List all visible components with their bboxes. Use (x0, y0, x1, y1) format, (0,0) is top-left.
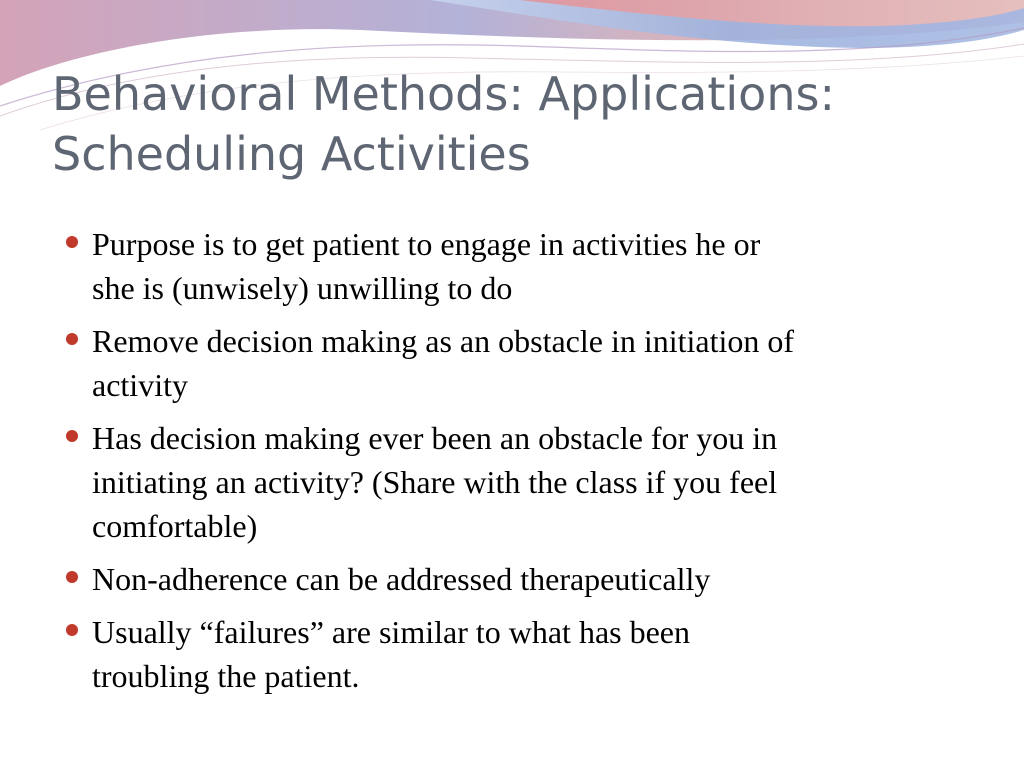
slide-title (52, 64, 992, 184)
bullet-item (64, 557, 964, 601)
bullet-dot-icon (66, 333, 78, 345)
bullet-list (64, 222, 964, 707)
bullet-text-line: activity (92, 367, 188, 403)
bullet-item (64, 319, 964, 407)
bullet-text-line: Has decision making ever been an obstacle for you in (92, 420, 778, 456)
bullet-text-line: Purpose is to get patient to engage in activities he or (92, 226, 761, 262)
slide-title-line-1: Behavioral Methods: Applications: (52, 67, 835, 121)
bullet-text-line: Usually “failures” are similar to what has been (92, 614, 690, 650)
slide-title-line-2: Scheduling Activities (52, 127, 531, 181)
bullet-text-line: Non-adherence can be addressed therapeutically (92, 561, 711, 597)
bullet-dot-icon (66, 236, 78, 248)
bullet-text-line: comfortable) (92, 508, 258, 544)
bullet-dot-icon (66, 624, 78, 636)
bullet-text-line: initiating an activity? (Share with the class if you feel (92, 464, 778, 500)
bullet-dot-icon (66, 430, 78, 442)
bullet-text-line: she is (unwisely) unwilling to do (92, 270, 513, 306)
bullet-item (64, 222, 964, 310)
bullet-dot-icon (66, 571, 78, 583)
bullet-text-line: troubling the patient. (92, 658, 360, 694)
bullet-text-line: Remove decision making as an obstacle in initiation of (92, 323, 795, 359)
bullet-item (64, 416, 964, 548)
bullet-item (64, 610, 964, 698)
